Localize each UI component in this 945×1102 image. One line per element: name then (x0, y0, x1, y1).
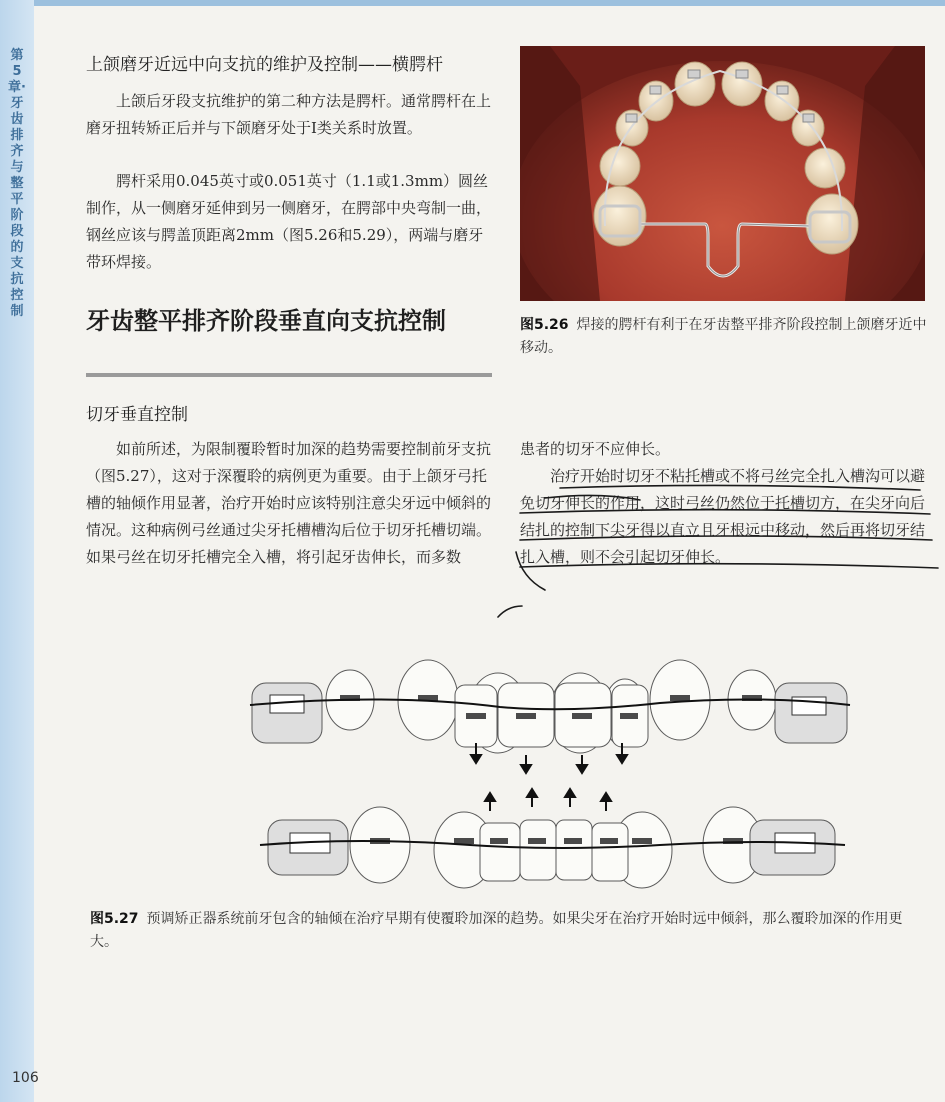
paragraph-palatal-bar-intro: 上颌后牙段支抗维护的第二种方法是腭杆。通常腭杆在上磨牙扭转矫正后并与下颌磨牙处于Ⅰ类关系时放置。 (86, 92, 492, 137)
chapter-side-tab (0, 0, 34, 1102)
paragraph-palatal-bar-fabrication: 腭杆采用0.045英寸或0.051英寸（1.1或1.3mm）圆丝制作，从一侧磨牙延伸到另一侧磨牙，在腭部中央弯制一曲，钢丝应该与腭盖顶距离2mm（图5.26和5.29），两端与磨牙带环焊接。 (86, 172, 492, 271)
figure-5-26-photo (520, 46, 925, 301)
figure-5-26-caption (520, 314, 930, 360)
figure-5-27-caption-text: 预调矫正器系统前牙包含的轴倾在治疗早期有使覆聆加深的趋势。如果尖牙在治疗开始时远中倾斜，那么覆聆加深的作用更大。 (90, 911, 903, 950)
figure-5-27-caption (90, 908, 930, 954)
figure-5-27-diagram (240, 655, 860, 900)
paragraph-incisor-control-right-1: 患者的切牙不应伸长。 (520, 440, 671, 458)
figure-5-26-label: 图5.26 (520, 317, 569, 333)
figure-5-26-caption-text: 焊接的腭杆有利于在牙齿整平排齐阶段控制上颌磨牙近中移动。 (520, 317, 927, 356)
heading-vertical-anchorage: 牙齿整平排齐阶段垂直向支抗控制 (86, 307, 446, 335)
chapter-side-text: 第5章·牙齿排齐与整平阶段的支抗控制 (8, 48, 26, 319)
figure-5-27-label: 图5.27 (90, 911, 139, 927)
paragraph-incisor-control-right-2: 治疗开始时切牙不粘托槽或不将弓丝完全扎入槽沟可以避免切牙伸长的作用，这时弓丝仍然位于托槽切方，在尖牙向后结扎的控制下尖牙得以直立且牙根远中移动，然后再将切牙结扎入槽，则不会引起切牙伸长。 (520, 467, 926, 566)
page-number: 106 (12, 1070, 39, 1086)
subheading-incisor-vertical-control: 切牙垂直控制 (86, 405, 188, 425)
heading-rule (86, 373, 492, 377)
top-rule (0, 0, 945, 6)
paragraph-incisor-control-left: 如前所述，为限制覆聆暂时加深的趋势需要控制前牙支抗（图5.27），这对于深覆聆的病例更为重要。由于上颌牙弓托槽的轴倾作用显著，治疗开始时应该特别注意尖牙远中倾斜的情况。这种病例弓丝通过尖牙托槽槽沟后位于切牙托槽切端。如果弓丝在切牙托槽完全入槽，将引起牙齿伸长，而多数 (86, 440, 492, 566)
section-title-palatal-bar: 上颌磨牙近远中向支抗的维护及控制——横腭杆 (86, 55, 443, 75)
